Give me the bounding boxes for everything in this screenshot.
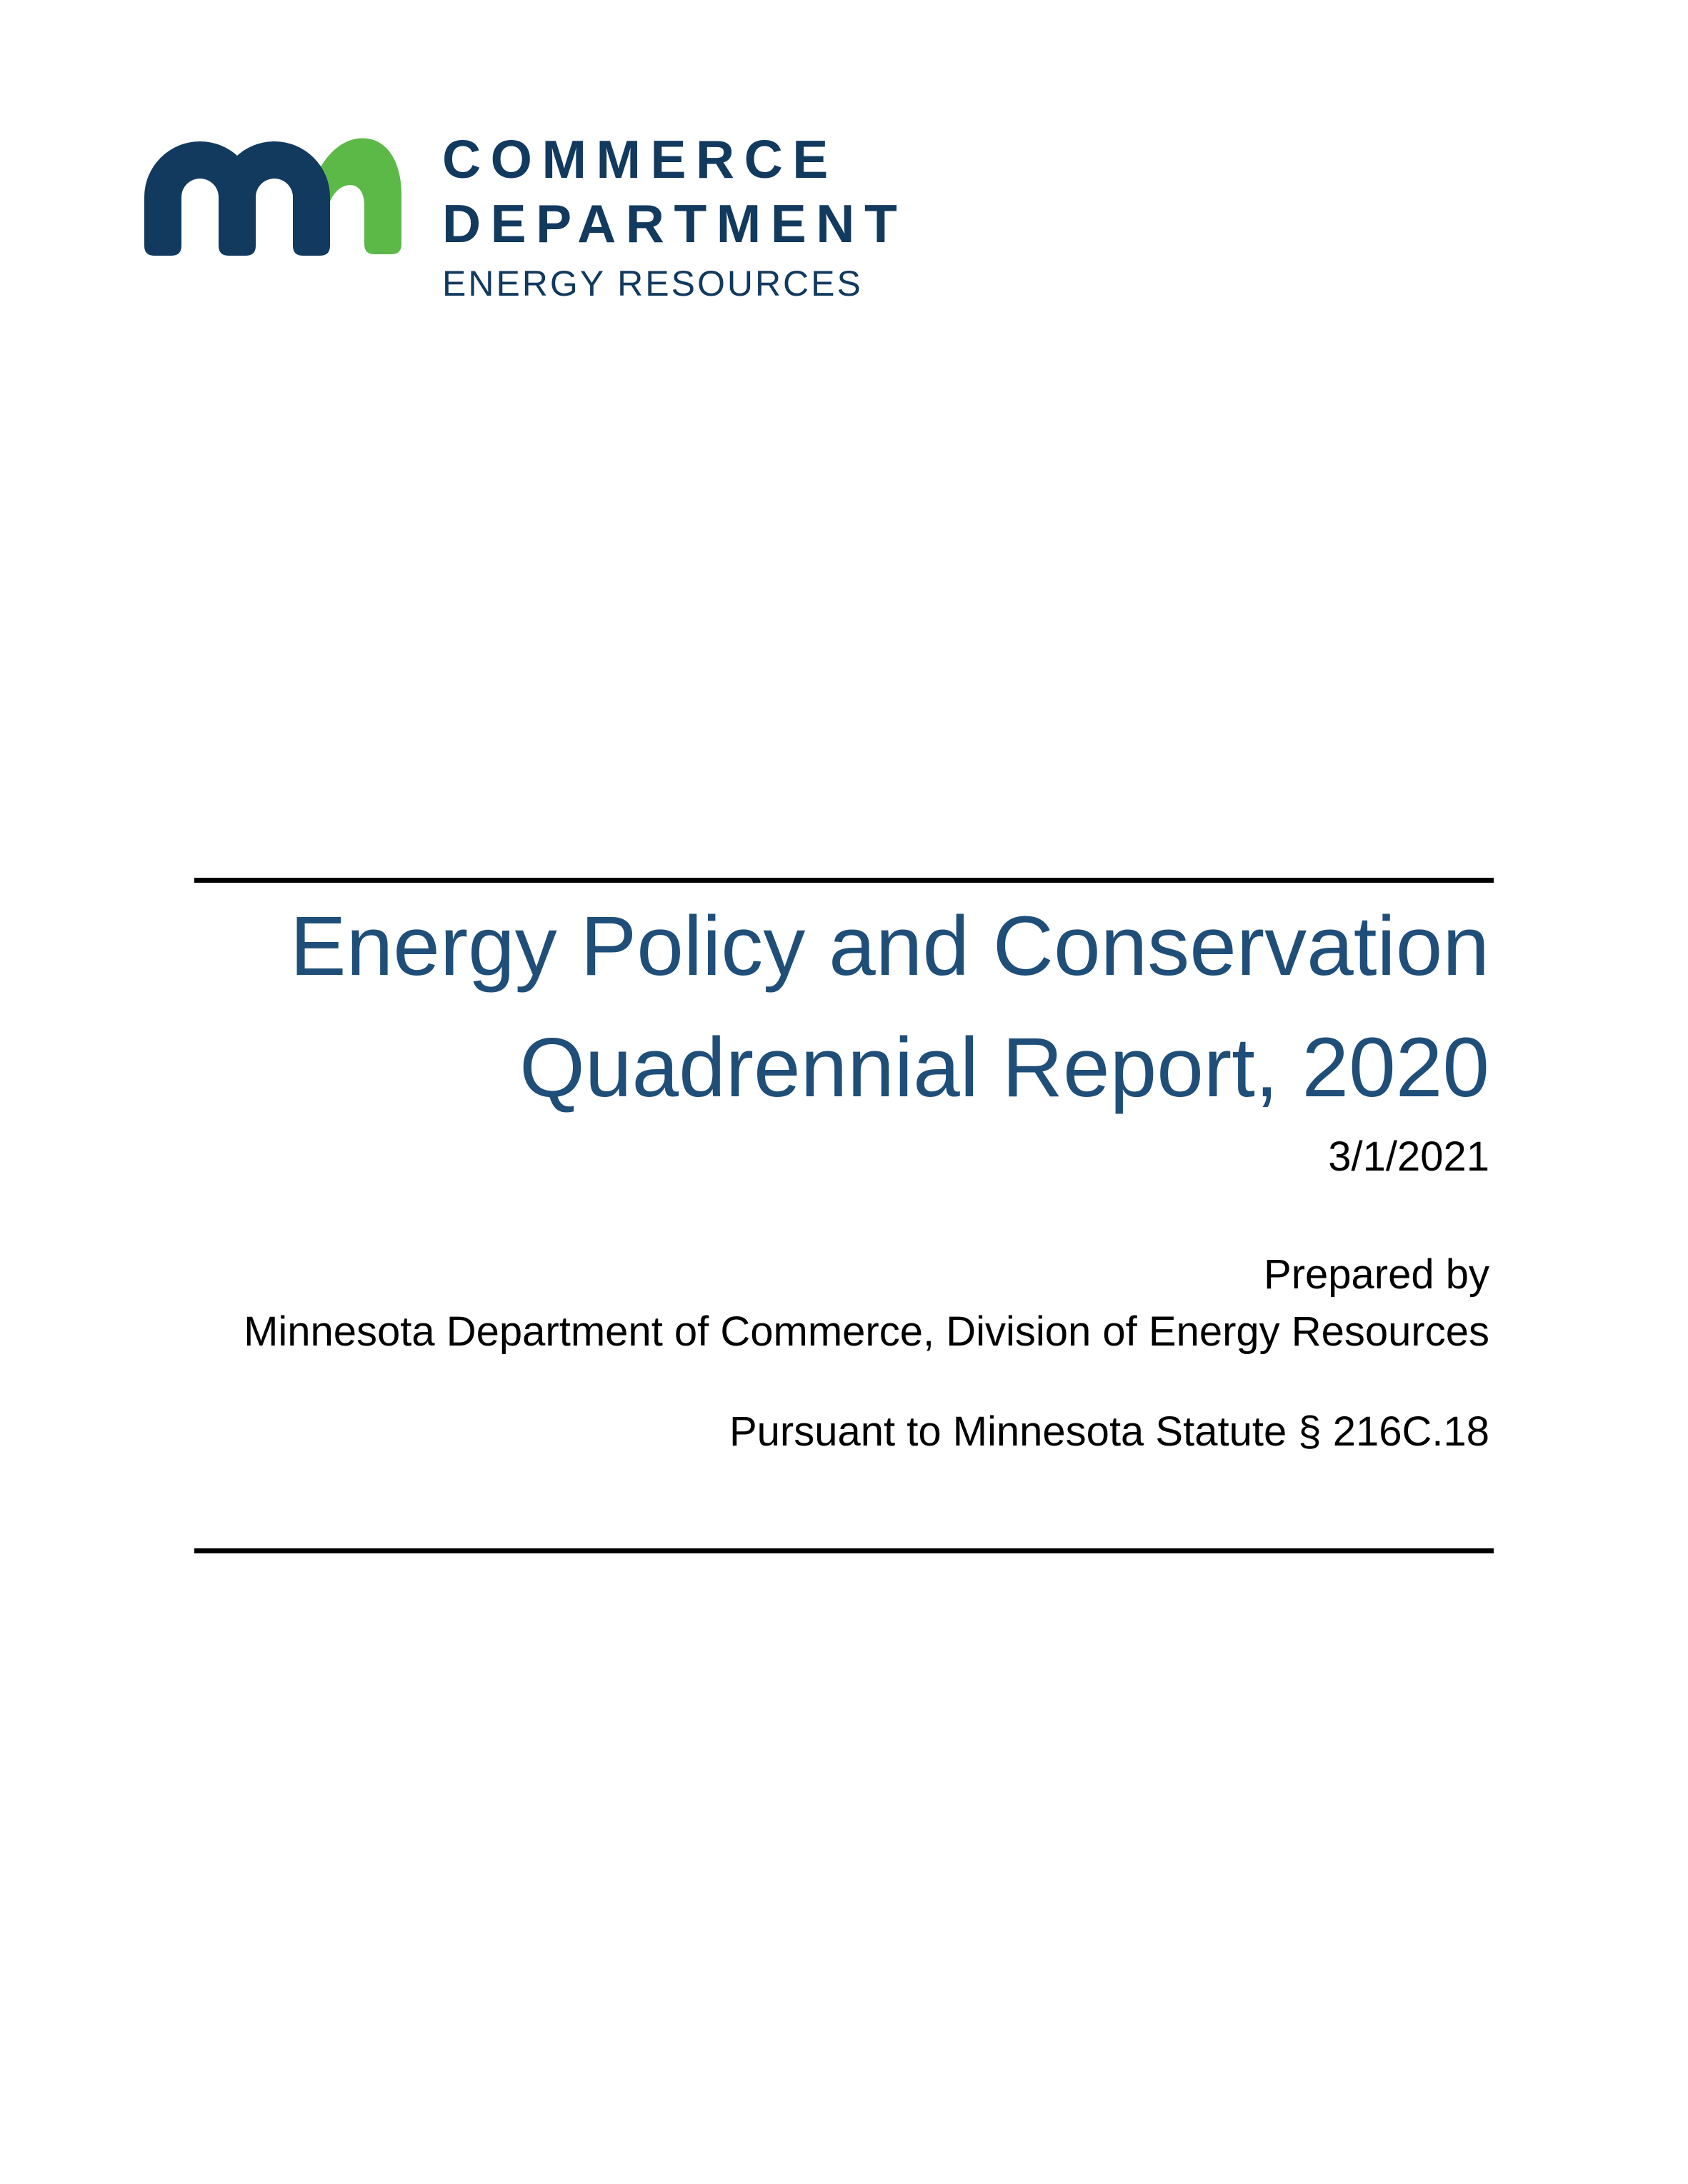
prepared-by-block bbox=[244, 1246, 1489, 1361]
logo-division-name: ENERGY RESOURCES bbox=[442, 264, 863, 304]
mn-logo-navy-m bbox=[144, 141, 330, 256]
report-date: 3/1/2021 bbox=[1328, 1133, 1489, 1180]
top-divider-rule bbox=[194, 878, 1494, 883]
logo-org-name-line1: COMMERCE bbox=[442, 129, 838, 189]
report-title bbox=[290, 886, 1489, 1128]
report-title-line2: Quadrennial Report, 2020 bbox=[519, 1021, 1489, 1115]
logo-org-name-line2: DEPARTMENT bbox=[442, 194, 907, 254]
bottom-divider-rule bbox=[194, 1548, 1494, 1553]
prepared-by-label: Prepared by bbox=[1264, 1251, 1489, 1298]
prepared-by-org: Minnesota Department of Commerce, Division of Energy Resources bbox=[244, 1308, 1489, 1355]
statute-reference: Pursuant to Minnesota Statute § 216C.18 bbox=[729, 1408, 1489, 1455]
report-title-line1: Energy Policy and Conservation bbox=[289, 899, 1489, 993]
mn-logo-icon bbox=[144, 137, 401, 256]
